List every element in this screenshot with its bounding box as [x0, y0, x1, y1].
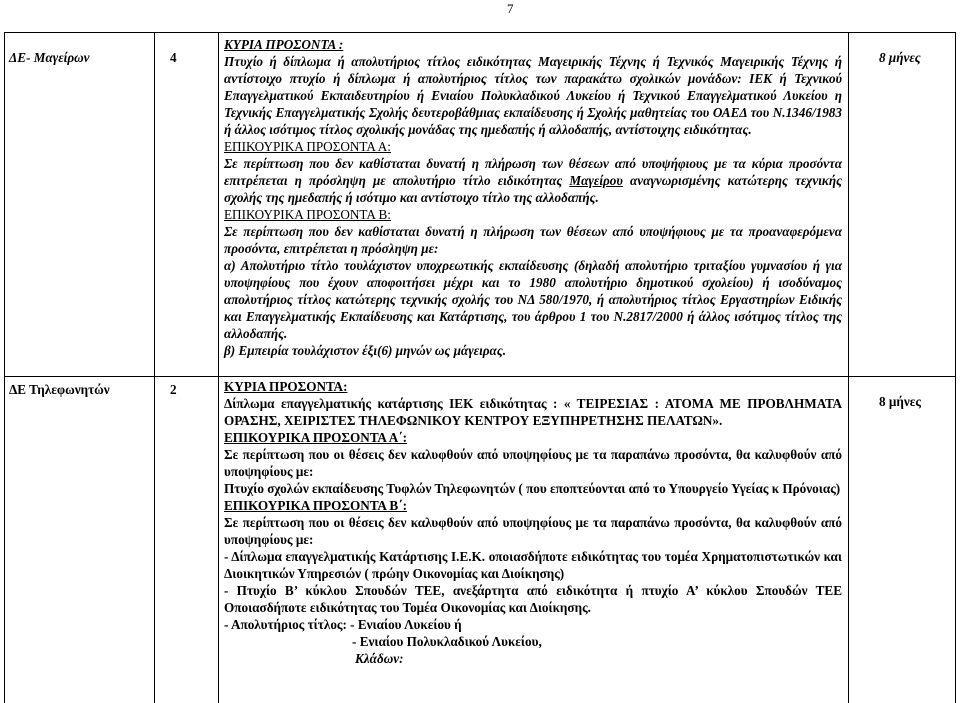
supplementary-b-option-b: β) Εμπειρία τουλάχιστον έξι(6) μηνών ως μάγειρας.	[224, 343, 507, 358]
supplementary-a-header: ΕΠΙΚΟΥΡΙΚΑ ΠΡΟΣΟΝΤΑ Α΄:	[224, 430, 408, 445]
row-count: 4	[170, 50, 177, 65]
table-border-right	[955, 32, 956, 703]
supplementary-b-header: ΕΠΙΚΟΥΡΙΚΑ ΠΡΟΣΟΝΤΑ Β:	[224, 207, 391, 222]
supplementary-b-text: Σε περίπτωση που οι θέσεις δεν καλυφθούν από υποψηφίους με τα παραπάνω προσόντα, θα καλυφθούν από υποψηφίους με:	[224, 515, 842, 547]
row-qualifications	[224, 36, 842, 359]
supplementary-a-header: ΕΠΙΚΟΥΡΙΚΑ ΠΡΟΣΟΝΤΑ Α:	[224, 139, 391, 154]
primary-qualifications-text: Πτυχίο ή δίπλωμα ή απολυτήριος τίτλος ειδικότητας Μαγειρικής Τέχνης ή Τεχνικός Μαγειρικής Τέχνης ή αντίστοιχο πτυχίο ή δίπλωμα ή απολυτήριος τίτλος των παρακάτω σχολικών μονάδων: ΙΕΚ ή Τεχνικού Επαγγελματικού Εκπαιδευτηρίου ή Ενιαίου Πολυκλαδικού Λυκείου ή Τεχνικού Επαγγελματικού Λυκείου η Τεχνικής Επαγγελματικής Σχολής δευτεροβάθμιας εκπαίδευσης ή Σχολής μαθητείας του ΟΑΕΔ του Ν.1346/1983 ή άλλος ισότιμος τίτλος σχολικής μονάδας της ημεδαπής ή αλλοδαπής, αντίστοιχης ειδικότητας.	[224, 54, 842, 137]
row-qualifications	[224, 378, 842, 667]
supplementary-b-text: - Απολυτήριος τίτλος: - Ενιαίου Λυκείου ή	[224, 617, 462, 632]
table-border-top	[4, 32, 956, 33]
table-border-left	[4, 32, 5, 703]
column-divider-role	[154, 32, 155, 703]
supplementary-b-text: Κλάδων:	[355, 651, 404, 666]
supplementary-a-text-start: Σε περίπτωση που δεν καθίσταται δυνατή η πλήρωση των θέσεων από υποψήφιους με τα κύρια προσόντα επιτρέπεται η πρόσληψη με απολυτήριο τίτλο ειδικότητας	[224, 156, 842, 188]
column-divider-content	[848, 32, 849, 703]
primary-qualifications-header: ΚΥΡΙΑ ΠΡΟΣΟΝΤΑ :	[224, 37, 344, 52]
supplementary-b-intro: Σε περίπτωση που δεν καθίσταται δυνατή η πλήρωση των θέσεων από υποψήφιους με τα προαναφερόμενα προσόντα, επιτρέπεται η πρόσληψη με:	[224, 224, 842, 256]
supplementary-b-text: - Πτυχίο Β’ κύκλου Σπουδών ΤΕΕ, ανεξάρτητα από ειδικότητα ή πτυχίο Α’ κύκλου Σπουδών ΤΕΕ Οποιασδήποτε ειδικότητας του Τομέα Οικονομίας και Διοίκησης.	[224, 583, 842, 615]
row-role: ΔΕ Τηλεφωνητών	[9, 382, 110, 397]
supplementary-b-option-a: α) Απολυτήριο τίτλο τουλάχιστον υποχρεωτικής εκπαίδευσης (δηλαδή απολυτήριο τριταξίου γυμνασίου ή για υποψηφίους που έχουν αποφοιτήσει μέχρι και το 1980 απολυτήριο δημοτικού σχολείου) ή ισοδύναμος απολυτήριος τίτλος κατώτερης τεχνικής σχολής του ΝΔ 580/1970, ή απολυτήριος τίτλος Εργαστηρίων Ειδικής και Επαγγελματικής Εκπαίδευσης και Κατάρτισης, του άρθρου 1 του Ν.2817/2000 ή άλλος ισότιμος τίτλος της αλλοδαπής.	[224, 258, 842, 341]
supplementary-a-text: Πτυχίο σχολών εκπαίδευσης Τυφλών Τηλεφωνητών ( που εποπτεύονται από το Υπουργείο Υγείας κ Πρόνοιας)	[224, 481, 841, 496]
supplementary-a-text-end: αναγνωρισμένης κατώτερης τεχνικής σχολής της ημεδαπής ή ισότιμο και αντίστοιχο τίτλο της αλλοδαπής.	[224, 173, 842, 205]
page-number: 7	[507, 1, 514, 16]
row-role: ΔΕ- Μαγείρων	[9, 50, 90, 65]
supplementary-b-text: - Δίπλωμα επαγγελματικής Κατάρτισης Ι.Ε.Κ. οποιασδήποτε ειδικότητας του τομέα Χρηματοπιστωτικών και Διοικητικών Υπηρεσιών ( πρώην Οικονομίας και Διοίκησης)	[224, 549, 842, 581]
row-count: 2	[170, 382, 177, 397]
row-divider	[4, 376, 956, 377]
row-duration: 8 μήνες	[879, 394, 921, 409]
supplementary-b-text: - Ενιαίου Πολυκλαδικού Λυκείου,	[352, 634, 542, 649]
row-duration: 8 μήνες	[879, 50, 921, 65]
supplementary-a-text: Σε περίπτωση που οι θέσεις δεν καλυφθούν από υποψηφίους με τα παραπάνω προσόντα, θα καλυφθούν από υποψηφίους με:	[224, 447, 842, 479]
primary-qualifications-header: ΚΥΡΙΑ ΠΡΟΣΟΝΤΑ:	[224, 379, 348, 394]
primary-qualifications-text: Δίπλωμα επαγγελματικής κατάρτισης ΙΕΚ ειδικότητας : « ΤΕΙΡΕΣΙΑΣ : ΑΤΟΜΑ ΜΕ ΠΡΟΒΛΗΜΑΤΑ ΟΡΑΣΗΣ, ΧΕΙΡΙΣΤΕΣ ΤΗΛΕΦΩΝΙΚΟΥ ΚΕΝΤΡΟΥ ΕΞΥΠΗΡΕΤΗΣΗΣ ΠΕΛΑΤΩΝ».	[224, 396, 842, 428]
column-divider-count	[218, 32, 219, 703]
supplementary-a-specialty: Μαγείρου	[569, 173, 623, 188]
supplementary-b-header: ΕΠΙΚΟΥΡΙΚΑ ΠΡΟΣΟΝΤΑ Β΄:	[224, 498, 408, 513]
